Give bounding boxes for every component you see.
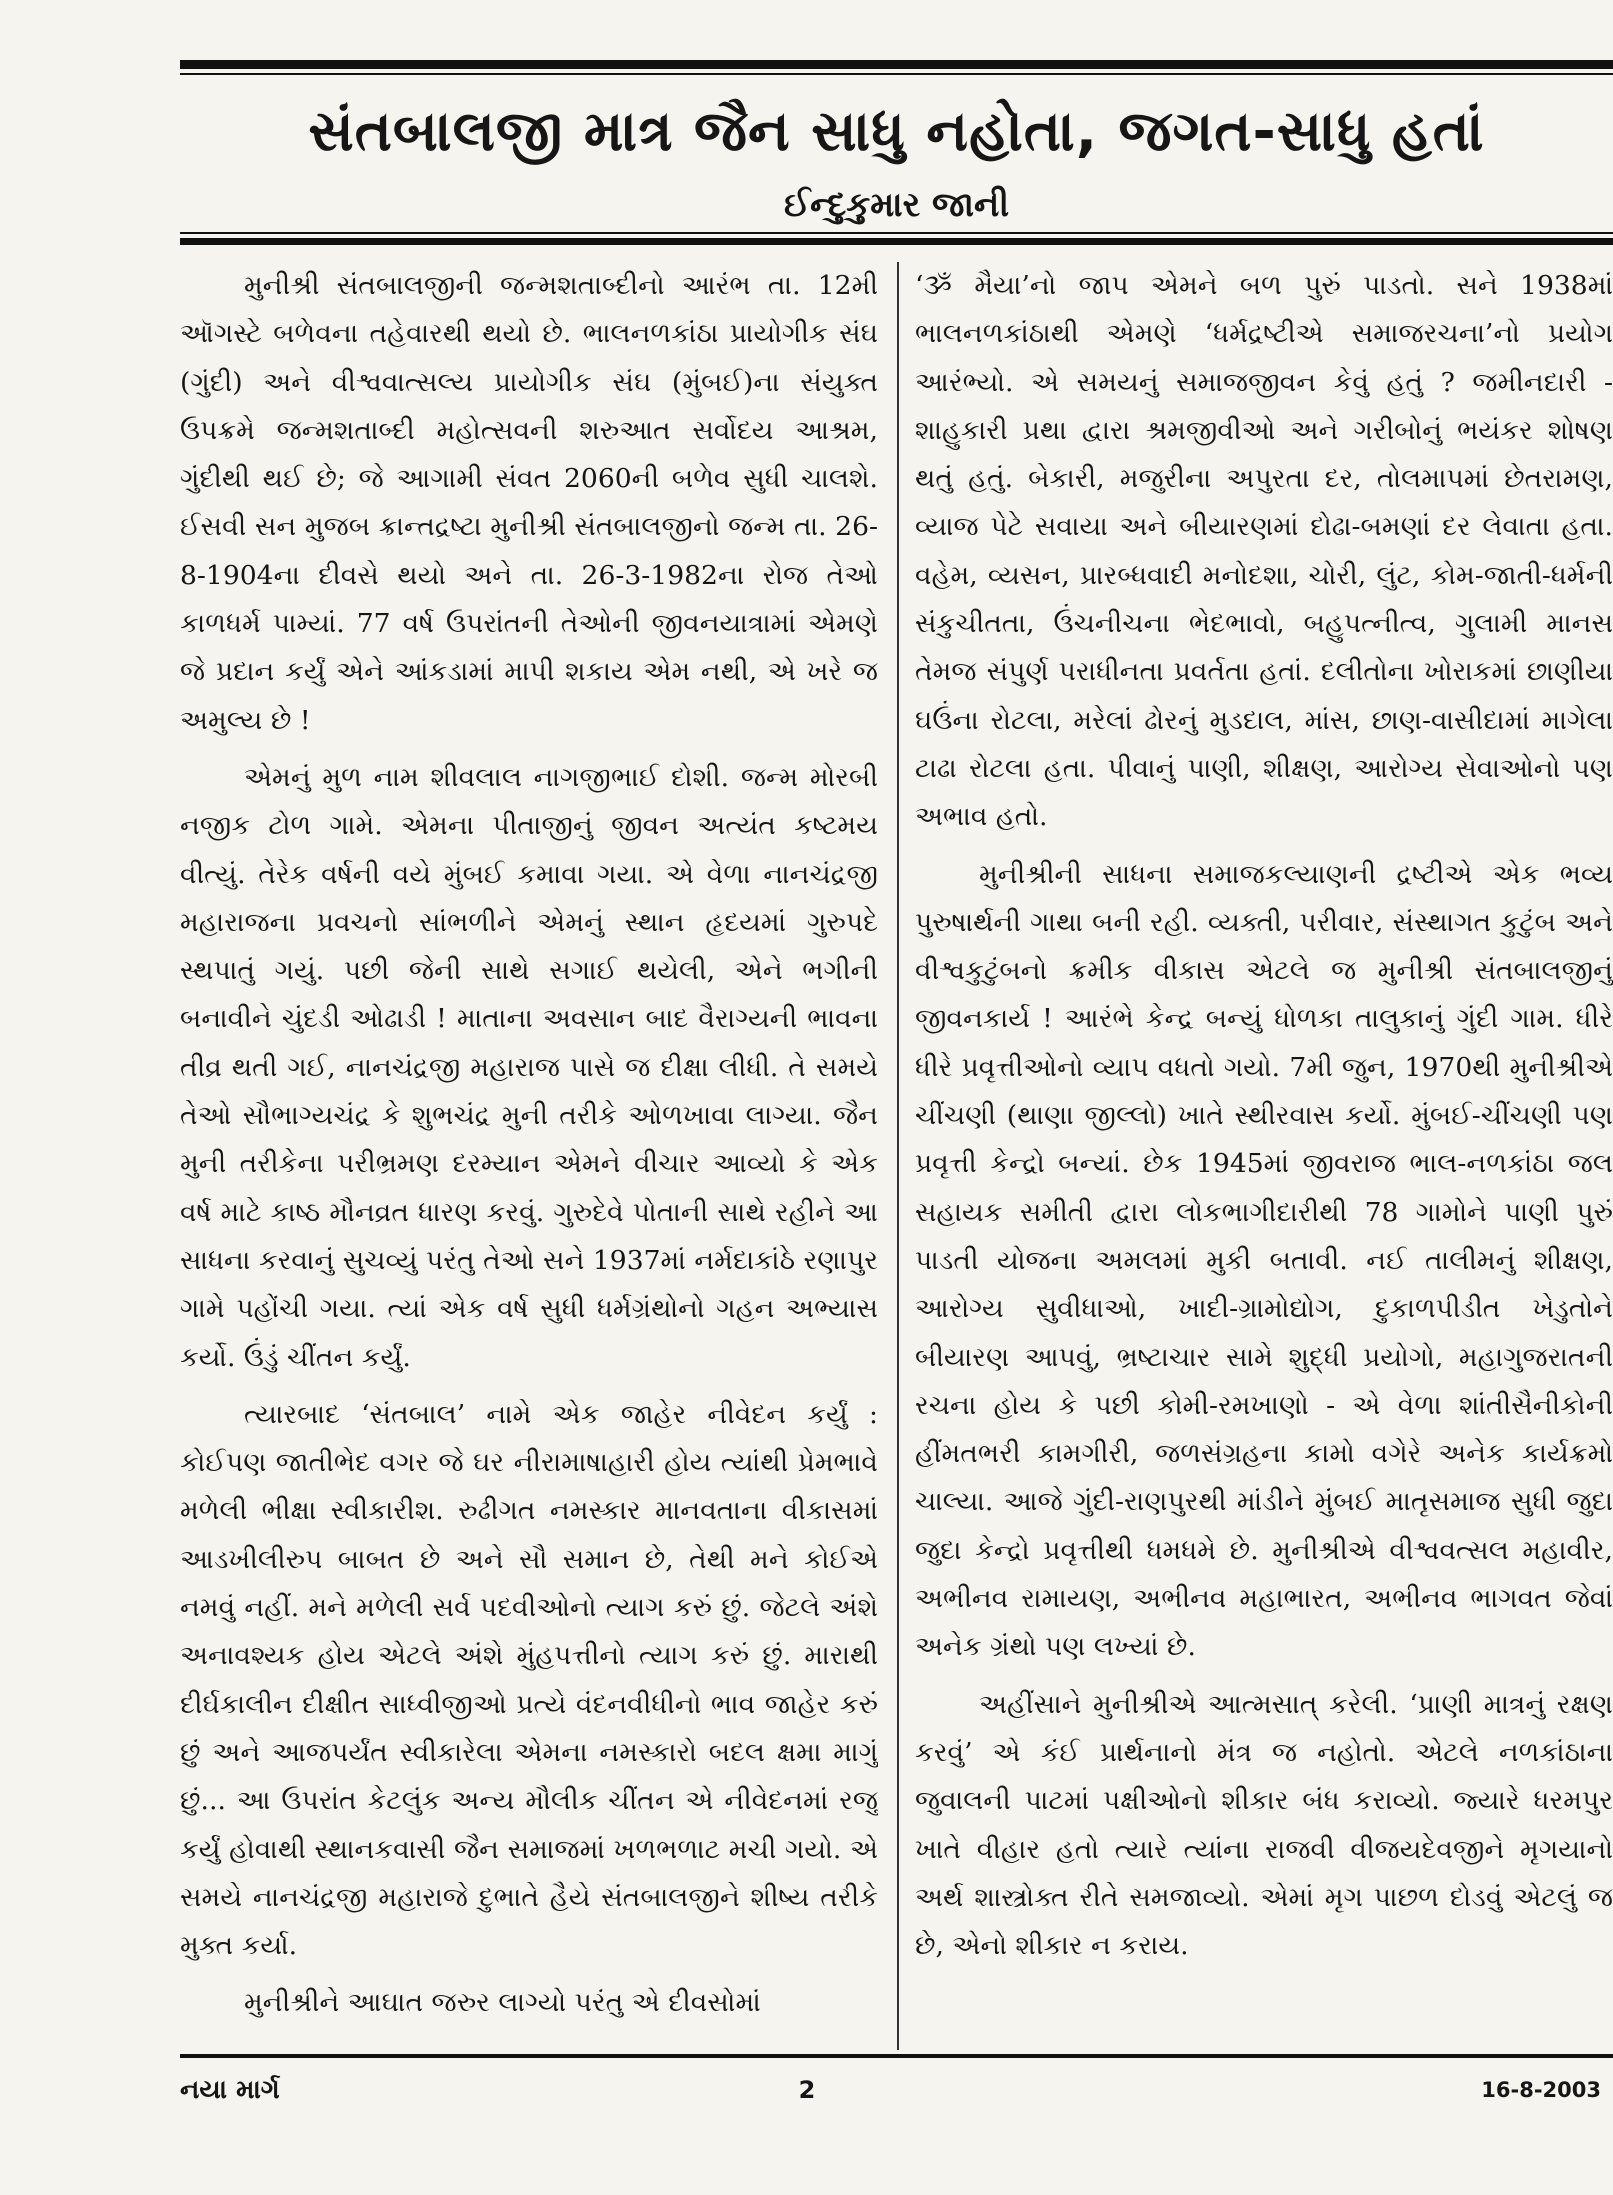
publication-name: નયા માર્ગ bbox=[180, 2075, 280, 2105]
article-author: ઈન્દુકુમાર જાની bbox=[783, 185, 1010, 225]
paragraph: એમનું મુળ નામ શીવલાલ નાગજીભાઈ દોશી. જન્મ મોરબી નજીક ટોળ ગામે. એમના પીતાજીનું જીવન અત્યંત કષ્ટમય વીત્યું. તેરેક વર્ષની વયે મુંબઈ કમાવા ગયા. એ વેળા નાનચંદ્રજી મહારાજના પ્રવચનો સાંભળીને એમનું સ્થાન હૃદયમાં ગુરુપદે સ્થપાતું ગયું. પછી જેની સાથે સગાઈ થયેલી, એને ભગીની બનાવીને ચુંદડી ઓઢાડી ! માતાના અવસાન બાદ વૈરાગ્યની ભાવના તીવ્ર થતી ગઈ, નાનચંદ્રજી મહારાજ પાસે જ દીક્ષા લીધી. તે સમયે તેઓ સૌભાગ્યચંદ્ર કે શુભચંદ્ર મુની તરીકે ઓળખાવા લાગ્યા. જૈન મુની તરીકેના પરીભ્રમણ દરમ્યાન એમને વીચાર આવ્યો કે એક વર્ષ માટે કાષ્ઠ મૌનવ્રત ધારણ કરવું. ગુરુદેવે પોતાની સાથે રહીને આ સાધના કરવાનું સુચવ્યું પરંતુ તેઓ સને 1937માં નર્મદાકાંઠે રણાપુર ગામે પહોંચી ગયા. ત્યાં એક વર્ષ સુધી ધર્મગ્રંથોનો ગહન અભ્યાસ કર્યો. ઉંડું ચીંતન કર્યું. bbox=[180, 761, 878, 1373]
paragraph: મુનીશ્રી સંતબાલજીની જન્મશતાબ્દીનો આરંભ તા. 12મી ઑગસ્ટે બળેવના તહેવારથી થયો છે. ભાલનળકાંઠા પ્રાયોગીક સંઘ (ગુંદી) અને વીશ્વવાત્સલ્ય પ્રાયોગીક સંઘ (મુંબઈ)ના સંયુક્ત ઉપક્રમે જન્મશતાબ્દી મહોત્સવની શરુઆત સર્વોદય આશ્રમ, ગુંદીથી થઈ છે; જે આગામી સંવત 2060ની બળેવ સુધી ચાલશે. ઈસવી સન મુજબ ક્રાન્તદ્રષ્ટા મુનીશ્રી સંતબાલજીનો જન્મ તા. 26-8-1904ના દીવસે થયો અને તા. 26-3-1982ના રોજ તેઓ કાળધર્મ પામ્યાં. 77 વર્ષ ઉપરાંતની તેઓની જીવનયાત્રામાં એમણે જે પ્રદાન કર્યું એને આંકડામાં માપી શકાય એમ નથી, એ ખરે જ અમુલ્ય છે ! bbox=[180, 270, 878, 736]
header-thick-rule bbox=[180, 238, 1613, 245]
paragraph: મુનીશ્રીને આઘાત જરુર લાગ્યો પરંતુ એ દીવસોમાં bbox=[244, 1987, 761, 2019]
header-thin-rule bbox=[180, 232, 1613, 234]
article-title: સંતબાલજી માત્ર જૈન સાધુ નહોતા, જગત-સાધુ હતાં bbox=[308, 99, 1485, 164]
paragraph: ત્યારબાદ ‘સંતબાલ’ નામે એક જાહેર નીવેદન કર્યું : કોઈપણ જાતીભેદ વગર જે ઘર નીરામાષાહારી હોય ત્યાંથી પ્રેમભાવે મળેલી ભીક્ષા સ્વીકારીશ. રુઢીગત નમસ્કાર માનવતાના વીકાસમાં આડખીલીરુપ બાબત છે અને સૌ સમાન છે, તેથી મને કોઈએ નમવું નહીં. મને મળેલી સર્વ પદવીઓનો ત્યાગ કરું છું. જેટલે અંશે અનાવશ્યક હોય એટલે અંશે મુંહપત્તીનો ત્યાગ કરું છું. મારાથી દીર્ઘકાલીન દીક્ષીત સાધ્વીજીઓ પ્રત્યે વંદનવીધીનો ભાવ જાહેર કરું છું અને આજપર્યંત સ્વીકારેલા એમના નમસ્કારો બદલ ક્ષમા માગું છું... આ ઉપરાંત કેટલુંક અન્ય મૌલીક ચીંતન એ નીવેદનમાં રજુ કર્યું હોવાથી સ્થાનકવાસી જૈન સમાજમાં ખળભળાટ મચી ગયો. એ સમયે નાનચંદ્રજી મહારાજે દુભાતે હૈયે સંતબાલજીને શીષ્ય તરીકે મુક્ત કર્યા. bbox=[180, 1398, 878, 1962]
paragraph: અહીંસાને મુનીશ્રીએ આત્મસાત્ કરેલી. ‘પ્રાણી માત્રનું રક્ષણ કરવું’ એ કંઈ પ્રાર્થનાનો મંત્ર જ નહોતો. એટલે નળકાંઠાના જુવાલની પાટમાં પક્ષીઓનો શીકાર બંધ કરાવ્યો. જ્યારે ધરમપુર ખાતે વીહાર હતો ત્યારે ત્યાંના રાજવી વીજયદેવજીને મૃગયાનો અર્થ શાસ્ત્રોક્ત રીતે સમજાવ્યો. એમાં મૃગ પાછળ દોડવું એટલું જ છે, એનો શીકાર ન કરાય. bbox=[915, 1688, 1613, 1962]
column-divider bbox=[897, 262, 899, 2050]
article-column-left bbox=[180, 262, 878, 2050]
top-thick-rule bbox=[180, 60, 1613, 69]
top-thin-rule bbox=[180, 73, 1613, 75]
article-column-right bbox=[915, 262, 1613, 2050]
footer-rule bbox=[180, 2054, 1613, 2058]
issue-date: 16-8-2003 bbox=[1481, 2078, 1601, 2102]
page-number: 2 bbox=[798, 2076, 816, 2104]
paragraph: મુનીશ્રીની સાધના સમાજકલ્યાણની દ્રષ્ટીએ એક ભવ્ય પુરુષાર્થની ગાથા બની રહી. વ્યક્તી, પરીવાર, સંસ્થાગત કુટુંબ અને વીશ્વકુટુંબનો ક્રમીક વીકાસ એટલે જ મુનીશ્રી સંતબાલજીનું જીવનકાર્ય ! આરંભે કેન્દ્ર બન્યું ધોળકા તાલુકાનું ગુંદી ગામ. ધીરે ધીરે પ્રવૃત્તીઓનો વ્યાપ વધતો ગયો. 7મી જુન, 1970થી મુનીશ્રીએ ચીંચણી (થાણા જીલ્લો) ખાતે સ્થીરવાસ કર્યો. મુંબઈ-ચીંચણી પણ પ્રવૃત્તી કેન્દ્રો બન્યાં. છેક 1945માં જીવરાજ ભાલ-નળકાંઠા જલ સહાયક સમીતી દ્વારા લોકભાગીદારીથી 78 ગામોને પાણી પુરું પાડતી યોજના અમલમાં મુકી બતાવી. નઈ તાલીમનું શીક્ષણ, આરોગ્ય સુવીધાઓ, ખાદી-ગ્રામોદ્યોગ, દુકાળપીડીત ખેડુતોને બીયારણ આપવું, ભ્રષ્ટાચાર સામે શુદ્ધી પ્રયોગો, મહાગુજરાતની રચના હોય કે પછી કોમી-રમખાણો - એ વેળા શાંતીસૈનીકોની હીંમતભરી કામગીરી, જળસંગ્રહના કામો વગેરે અનેક કાર્યક્રમો ચાલ્યા. આજે ગુંદી-રાણપુરથી માંડીને મુંબઈ માતૃસમાજ સુધી જુદા જુદા કેન્દ્રો પ્રવૃત્તીથી ધમધમે છે. મુનીશ્રીએ વીશ્વવત્સલ મહાવીર, અભીનવ રામાયણ, અભીનવ મહાભારત, અભીનવ ભાગવત જેવાં અનેક ગ્રંથો પણ લખ્યાં છે. bbox=[915, 858, 1613, 1663]
paragraph: ‘ૐ મૈયા’નો જાપ એમને બળ પુરું પાડતો. સને 1938માં ભાલનળકાંઠાથી એમણે ‘ધર્મદ્રષ્ટીએ સમાજરચના’નો પ્રયોગ આરંભ્યો. એ સમયનું સમાજજીવન કેવું હતું ? જમીનદારી - શાહુકારી પ્રથા દ્વારા શ્રમજીવીઓ અને ગરીબોનું ભયંકર શોષણ થતું હતું. બેકારી, મજુરીના અપુરતા દર, તોલમાપમાં છેતરામણ, વ્યાજ પેટે સવાયા અને બીયારણમાં દોઢા-બમણાં દર લેવાતા હતા. વહેમ, વ્યસન, પ્રારબ્ધવાદી મનોદશા, ચોરી, લુંટ, કોમ-જાતી-ધર્મની સંકુચીતતા, ઉંચનીચના ભેદભાવો, બહુપત્નીત્વ, ગુલામી માનસ તેમજ સંપુર્ણ પરાધીનતા પ્રવર્તતા હતાં. દલીતોના ખોરાકમાં છાણીયા ઘઉંના રોટલા, મરેલાં ઢોરનું મુડદાલ, માંસ, છાણ-વાસીદામાં માગેલા ટાઢા રોટલા હતા. પીવાનું પાણી, શીક્ષણ, આરોગ્ય સેવાઓનો પણ અભાવ હતો. bbox=[915, 270, 1613, 833]
